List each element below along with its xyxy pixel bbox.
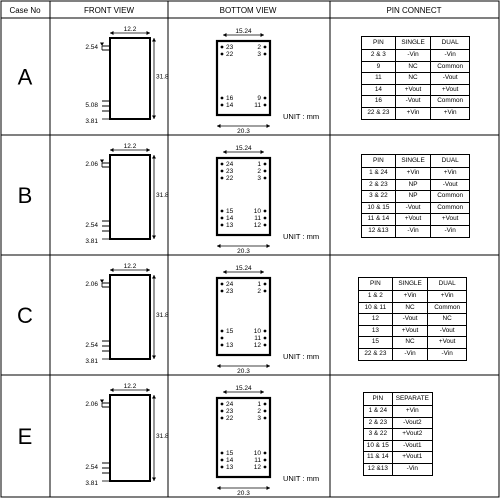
case-letter: B	[17, 183, 33, 208]
table-cell: 10 & 15	[364, 440, 393, 452]
pin-dot	[264, 217, 267, 220]
arrowhead	[261, 150, 265, 154]
unit-label: UNIT : mm	[283, 352, 320, 361]
arrowhead	[261, 270, 265, 274]
pin-dot	[264, 410, 267, 413]
bottom-pin-number: 14	[226, 457, 234, 464]
table-row	[359, 291, 467, 303]
bottom-pin-number: 11	[254, 102, 261, 109]
table-cell: 3 & 22	[364, 429, 393, 441]
bottom-view-body	[217, 398, 270, 477]
height-value: 31.8	[156, 192, 169, 199]
pin-dot	[264, 97, 267, 100]
width-value: 12.2	[123, 143, 137, 150]
table-header-cell: SINGLE	[392, 278, 428, 291]
pin-spacing-bottom: 2.54	[85, 222, 98, 229]
pin-spacing-bottom: 2.54	[85, 464, 98, 471]
pin-connect-table	[358, 277, 467, 361]
arrowhead	[100, 400, 104, 404]
bottom-pin-number: 24	[226, 161, 234, 168]
bottom-pin-number: 9	[257, 95, 261, 102]
table-header-cell: DUAL	[431, 155, 470, 168]
case-letter: A	[17, 64, 33, 90]
table-cell: -Vout	[392, 314, 428, 326]
header-bottom-view: BOTTOM VIEW	[219, 6, 277, 15]
table-cell: -Vout	[431, 73, 470, 85]
table-header-cell: PIN	[362, 37, 396, 50]
table-cell: -Vin	[392, 348, 428, 360]
table-header-cell: DUAL	[428, 278, 467, 291]
arrowhead	[223, 390, 227, 394]
table-cell: 10 & 15	[362, 202, 396, 214]
bottom-pin-number: 3	[257, 175, 261, 182]
table-header-cell: PIN	[359, 278, 393, 291]
arrowhead	[110, 148, 114, 152]
bottom-view-body	[217, 278, 270, 355]
bottom-pin-number: 22	[226, 415, 234, 422]
bottom-pin-number: 23	[226, 168, 234, 175]
bottom-pin-number: 15	[226, 328, 234, 335]
table-row	[362, 179, 470, 191]
arrowhead	[217, 486, 221, 490]
table-cell: -Vin	[428, 348, 467, 360]
bottom-pin-number: 10	[253, 328, 261, 335]
table-cell: NC	[428, 314, 467, 326]
pin-dot	[264, 163, 267, 166]
table-row	[359, 325, 467, 337]
pin-dot	[221, 283, 224, 286]
base-offset: 3.81	[85, 238, 98, 245]
pin-dot	[221, 224, 224, 227]
pin-dot	[264, 104, 267, 107]
bottom-pin-number: 23	[226, 288, 234, 295]
table-header-cell: SINGLE	[395, 155, 431, 168]
table-row	[362, 107, 470, 119]
table-cell: -Vout	[395, 202, 431, 214]
arrowhead	[152, 236, 156, 240]
unit-label: UNIT : mm	[283, 232, 320, 241]
table-cell: NP	[395, 179, 431, 191]
arrowhead	[100, 280, 104, 284]
bottom-pin-number: 3	[257, 415, 261, 422]
bottom-view-body	[217, 41, 270, 115]
pin-dot	[221, 163, 224, 166]
bottom-pin-number: 1	[257, 161, 261, 168]
pin-dot	[264, 46, 267, 49]
front-view-body	[110, 38, 150, 119]
table-cell: NP	[395, 191, 431, 203]
pin-spacing-top: 2.06	[85, 401, 98, 408]
table-row	[364, 406, 433, 418]
front-view-body	[110, 395, 150, 481]
table-header-cell: PIN	[362, 155, 396, 168]
arrowhead	[267, 124, 271, 128]
bottom-pin-number: 2	[257, 408, 261, 415]
table-cell: -Vout2	[392, 417, 432, 429]
table-cell: 22 & 23	[359, 348, 393, 360]
table-row	[359, 314, 467, 326]
pin-dot	[264, 170, 267, 173]
table-row	[364, 440, 433, 452]
pin-dot	[264, 466, 267, 469]
table-cell: 12 &13	[364, 463, 393, 475]
bottom-pin-number: 10	[253, 208, 261, 215]
bottom-pin-number: 23	[226, 44, 234, 51]
pin-dot	[264, 337, 267, 340]
table-row	[359, 302, 467, 314]
bottom-pin-number: 12	[253, 222, 261, 229]
unit-label: UNIT : mm	[283, 112, 320, 121]
base-offset: 3.81	[85, 118, 98, 125]
table-row	[364, 417, 433, 429]
arrowhead	[152, 478, 156, 482]
width-value: 12.2	[123, 383, 137, 390]
bottom-pin-number: 22	[226, 175, 234, 182]
unit-label: UNIT : mm	[283, 474, 320, 483]
pin-dot	[221, 337, 224, 340]
table-cell: -Vin	[395, 225, 431, 237]
table-cell: NC	[392, 337, 428, 349]
pin-spacing-top: 2.06	[85, 281, 98, 288]
width-value: 12.2	[123, 263, 137, 270]
pin-dot	[264, 459, 267, 462]
bottom-pin-number: 15	[226, 450, 234, 457]
table-cell: -Vout	[428, 325, 467, 337]
table-cell: -Vin	[395, 50, 431, 62]
bottom-pin-number: 13	[226, 464, 234, 471]
bottom-pin-number: 14	[226, 215, 234, 222]
pin-dot	[221, 290, 224, 293]
table-row	[362, 225, 470, 237]
bottom-pin-number: 22	[226, 51, 234, 58]
table-row	[359, 337, 467, 349]
table-header-row	[362, 37, 470, 50]
table-cell: +Vin	[431, 107, 470, 119]
table-cell: -Vin	[392, 463, 432, 475]
bottom-pin-number: 24	[226, 281, 234, 288]
bottom-pin-number: 2	[257, 44, 261, 51]
table-cell: 15	[359, 337, 393, 349]
bottom-pin-number: 1	[257, 401, 261, 408]
bottom-pin-number: 24	[226, 401, 234, 408]
table-cell: 2 & 3	[362, 50, 396, 62]
bottom-pin-number: 13	[226, 342, 234, 349]
table-row	[359, 348, 467, 360]
table-row	[362, 214, 470, 226]
case-letter: E	[17, 424, 33, 449]
table-header-cell: DUAL	[431, 37, 470, 50]
pin-dot	[264, 210, 267, 213]
arrowhead	[100, 160, 104, 164]
header-case-no: Case No	[9, 6, 41, 15]
height-value: 31.8	[156, 312, 169, 319]
pin-dot	[264, 417, 267, 420]
table-cell: 11 & 14	[364, 452, 393, 464]
table-cell: 22 & 23	[362, 107, 396, 119]
table-cell: +Vout	[395, 214, 431, 226]
header-front-view: FRONT VIEW	[83, 6, 135, 15]
table-row	[364, 463, 433, 475]
table-cell: 1 & 24	[364, 406, 393, 418]
pin-span-value: 15.24	[235, 145, 252, 152]
bottom-pin-number: 11	[254, 457, 261, 464]
table-cell: -Vin	[431, 225, 470, 237]
body-width-value: 20.3	[237, 128, 250, 135]
bottom-pin-number: 11	[254, 335, 261, 342]
table-header-row	[364, 393, 433, 406]
table-cell: 16	[362, 96, 396, 108]
case-letter: C	[17, 303, 33, 328]
table-cell: 9	[362, 61, 396, 73]
table-cell: 11	[362, 73, 396, 85]
table-row	[362, 73, 470, 85]
table-cell: +Vout1	[392, 452, 432, 464]
arrowhead	[217, 364, 221, 368]
body-width-value: 20.3	[237, 248, 250, 255]
pin-span-value: 15.24	[235, 385, 252, 392]
table-cell: +Vin	[395, 168, 431, 180]
arrowhead	[152, 38, 156, 42]
table-header-cell: SINGLE	[395, 37, 431, 50]
table-cell: NC	[392, 302, 428, 314]
pin-dot	[221, 403, 224, 406]
pin-connect-table	[361, 36, 470, 120]
arrowhead	[147, 388, 151, 392]
pin-dot	[221, 53, 224, 56]
header-pin-connect: PIN CONNECT	[386, 6, 442, 15]
bottom-pin-number: 13	[226, 222, 234, 229]
pin-dot	[221, 217, 224, 220]
pin-span-value: 15.24	[235, 265, 252, 272]
table-header-row	[359, 278, 467, 291]
table-cell: +Vin	[431, 168, 470, 180]
table-cell: Common	[431, 191, 470, 203]
arrowhead	[152, 395, 156, 399]
pin-dot	[221, 466, 224, 469]
height-value: 31.8	[156, 433, 169, 440]
arrowhead	[223, 150, 227, 154]
arrowhead	[152, 356, 156, 360]
arrowhead	[147, 148, 151, 152]
pin-spacing-bottom: 2.54	[85, 342, 98, 349]
pin-dot	[221, 410, 224, 413]
table-cell: NC	[395, 61, 431, 73]
table-header-cell: PIN	[364, 393, 393, 406]
pin-dot	[264, 403, 267, 406]
table-cell: Common	[431, 202, 470, 214]
pin-spacing-top: 2.06	[85, 161, 98, 168]
arrowhead	[223, 33, 227, 37]
table-cell: 1 & 2	[359, 291, 393, 303]
table-row	[362, 191, 470, 203]
pin-dot	[221, 170, 224, 173]
pin-connect-table	[363, 392, 433, 476]
table-cell: +Vout2	[392, 429, 432, 441]
table-cell: +Vout	[431, 214, 470, 226]
table-cell: -Vin	[431, 50, 470, 62]
pin-dot	[264, 344, 267, 347]
table-cell: +Vin	[395, 107, 431, 119]
pin-dot	[264, 452, 267, 455]
body-width-value: 20.3	[237, 368, 250, 375]
arrowhead	[110, 268, 114, 272]
pin-dot	[264, 283, 267, 286]
table-row	[362, 202, 470, 214]
table-cell: +Vout	[428, 337, 467, 349]
pin-dot	[264, 224, 267, 227]
bottom-pin-number: 14	[226, 102, 234, 109]
pin-dot	[221, 104, 224, 107]
arrowhead	[147, 268, 151, 272]
bottom-view-body	[217, 158, 270, 235]
bottom-pin-number: 10	[253, 450, 261, 457]
pin-dot	[221, 177, 224, 180]
bottom-pin-number: 2	[257, 288, 261, 295]
arrowhead	[223, 270, 227, 274]
table-cell: 14	[362, 84, 396, 96]
table-header-cell: SEPARATE	[392, 393, 432, 406]
arrowhead	[267, 486, 271, 490]
base-offset: 3.81	[85, 480, 98, 487]
height-value: 31.8	[156, 73, 169, 81]
pin-dot	[221, 459, 224, 462]
pin-dot	[264, 330, 267, 333]
bottom-pin-number: 15	[226, 208, 234, 215]
pin-dot	[221, 417, 224, 420]
table-cell: -Vout1	[392, 440, 432, 452]
arrowhead	[100, 43, 104, 47]
front-view-body	[110, 155, 150, 239]
table-row	[364, 452, 433, 464]
pin-dot	[264, 177, 267, 180]
table-row	[362, 168, 470, 180]
table-cell: Common	[431, 61, 470, 73]
bottom-pin-number: 11	[254, 215, 261, 222]
bottom-pin-number: 16	[226, 95, 234, 102]
table-cell: +Vout	[392, 325, 428, 337]
bottom-pin-number: 12	[253, 464, 261, 471]
pin-dot	[221, 97, 224, 100]
table-cell: +Vout	[395, 84, 431, 96]
table-cell: -Vout	[395, 96, 431, 108]
arrowhead	[261, 390, 265, 394]
table-cell: +Vin	[392, 406, 432, 418]
table-cell: +Vin	[428, 291, 467, 303]
table-cell: +Vout	[431, 84, 470, 96]
pin-connect-table	[361, 154, 470, 238]
width-value: 12.2	[123, 26, 137, 33]
arrowhead	[110, 31, 114, 35]
pin-dot	[221, 210, 224, 213]
pin-dot	[264, 53, 267, 56]
pin-spacing-top: 2.54	[85, 44, 98, 51]
arrowhead	[152, 275, 156, 279]
table-cell: 2 & 23	[362, 179, 396, 191]
bottom-pin-number: 12	[253, 342, 261, 349]
body-width-value: 20.3	[237, 490, 250, 497]
table-row	[362, 84, 470, 96]
table-header-row	[362, 155, 470, 168]
arrowhead	[217, 124, 221, 128]
table-cell: -Vout	[431, 179, 470, 191]
bottom-pin-number: 3	[257, 51, 261, 58]
table-row	[362, 96, 470, 108]
table-cell: 1 & 24	[362, 168, 396, 180]
table-cell: Common	[431, 96, 470, 108]
table-cell: 3 & 22	[362, 191, 396, 203]
pin-dot	[221, 46, 224, 49]
arrowhead	[217, 244, 221, 248]
bottom-pin-number: 23	[226, 408, 234, 415]
front-view-body	[110, 275, 150, 359]
arrowhead	[147, 31, 151, 35]
bottom-pin-number: 1	[257, 281, 261, 288]
table-cell: 13	[359, 325, 393, 337]
arrowhead	[152, 155, 156, 159]
table-cell: 10 & 11	[359, 302, 393, 314]
pin-spacing-bottom: 5.08	[85, 102, 98, 109]
pin-span-value: 15.24	[235, 28, 252, 35]
table-cell: NC	[395, 73, 431, 85]
table-row	[362, 61, 470, 73]
arrowhead	[261, 33, 265, 37]
table-row	[362, 50, 470, 62]
arrowhead	[152, 116, 156, 120]
table-cell: 12	[359, 314, 393, 326]
pin-dot	[221, 330, 224, 333]
arrowhead	[267, 244, 271, 248]
table-row	[364, 429, 433, 441]
table-cell: 11 & 14	[362, 214, 396, 226]
base-offset: 3.81	[85, 358, 98, 365]
arrowhead	[267, 364, 271, 368]
arrowhead	[110, 388, 114, 392]
table-cell: +Vin	[392, 291, 428, 303]
table-cell: 2 & 23	[364, 417, 393, 429]
table-cell: 12 &13	[362, 225, 396, 237]
pin-dot	[221, 452, 224, 455]
bottom-pin-number: 2	[257, 168, 261, 175]
pin-dot	[264, 290, 267, 293]
pin-dot	[221, 344, 224, 347]
table-cell: Common	[428, 302, 467, 314]
